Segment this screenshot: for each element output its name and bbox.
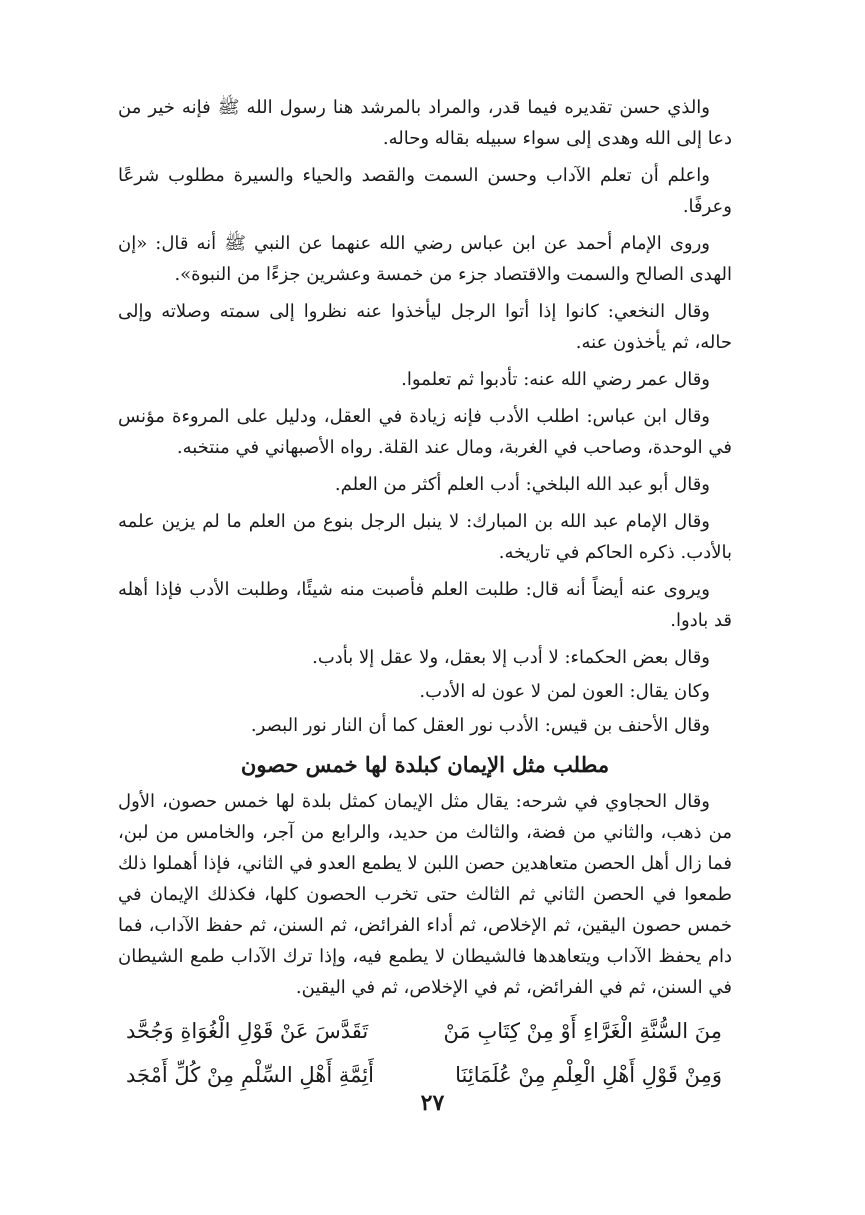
paragraph-ahnaf: وقال الأحنف بن قيس: الأدب نور العقل كما أن النار نور البصر. bbox=[250, 715, 710, 736]
section-title: مطلب مثل الإيمان كبلدة لها خمس حصون bbox=[240, 752, 610, 777]
paragraph-ibn-mubarak: وقال الإمام عبد الله بن المبارك: لا ينبل الرجل بنوع من العلم ما لم يزين علمه بالأدب. ذكره الحاكم في تاريخه. bbox=[118, 511, 732, 563]
poem-second-hemistich: تَقَدَّسَ عَنْ قَوْلِ الْغُوَاةِ وَجُحَّد bbox=[126, 1019, 369, 1043]
paragraph-hajjawi: وقال الحجاوي في شرحه: يقال مثل الإيمان كمثل بلدة لها خمس حصون، الأول من ذهب، والثاني من فضة، والثالث من حديد، والرابع من آجر، والخامس من لبن، فما زال أهل الحصن متعاهدين حصن اللبن لا يطمع العدو في الثاني، فإذا أهملوا ذلك طمعوا في الحصن الثاني ثم الثالث حتى تخرب الحصون كلها، فكذلك الإيمان في خمس حصون اليقين، ثم الإخلاص، ثم أداء الفرائض، ثم السنن، ثم حفظ الآداب، فما دام يحفظ الآداب ويتعاهدها فالشيطان لا يطمع فيه، وإذا ترك الآداب طمع الشيطان في السنن، ثم في الفرائض، ثم في الإخلاص، ثم في اليقين. bbox=[118, 791, 732, 998]
paragraph-ibn-mubarak-2: ويروى عنه أيضاً أنه قال: طلبت العلم فأصبت منه شيئًا، وطلبت الأدب فإذا أهله قد بادوا. bbox=[118, 579, 732, 631]
page-number: ٢٧ bbox=[420, 1090, 445, 1116]
paragraph-ibn-abbas: وقال ابن عباس: اطلب الأدب فإنه زيادة في العقل، ودليل على المروءة مؤنس في الوحدة، وصاحب في الغربة، ومال عند القلة. رواه الأصبهاني في منتخبه. bbox=[118, 406, 732, 458]
poem-first-hemistich: وَمِنْ قَوْلِ أَهْلِ الْعِلْمِ مِنْ عُلَمَائِنَا bbox=[455, 1063, 722, 1087]
paragraph-hadith-ahmad: وروى الإمام أحمد عن ابن عباس رضي الله عنهما عن النبي ﷺ أنه قال: «إن الهدى الصالح والسمت والاقتصاد جزء من خمسة وعشرين جزءًا من النبوة». bbox=[118, 233, 732, 285]
paragraph-saying: وكان يقال: العون لمن لا عون له الأدب. bbox=[419, 681, 710, 702]
paragraph-learning-manners: واعلم أن تعلم الآداب وحسن السمت والقصد والحياء والسيرة مطلوب شرعًا وعرفًا. bbox=[118, 165, 732, 217]
paragraph-umar: وقال عمر رضي الله عنه: تأدبوا ثم تعلموا. bbox=[401, 369, 710, 390]
page-body bbox=[118, 92, 732, 1097]
poem-line bbox=[118, 1009, 732, 1053]
paragraph-wise-men: وقال بعض الحكماء: لا أدب إلا بعقل، ولا عقل إلا بأدب. bbox=[312, 647, 710, 668]
paragraph-balkhi: وقال أبو عبد الله البلخي: أدب العلم أكثر من العلم. bbox=[334, 474, 710, 495]
paragraph-nakhai: وقال النخعي: كانوا إذا أتوا الرجل ليأخذوا عنه نظروا إلى سمته وصلاته وإلى حاله، ثم يأخذون عنه. bbox=[118, 301, 732, 353]
poem bbox=[118, 1009, 732, 1097]
poem-second-hemistich: أَئِمَّةِ أَهْلِ السِّلْمِ مِنْ كُلِّ أَمْجَد bbox=[126, 1063, 374, 1087]
paragraph-intro: والذي حسن تقديره فيما قدر، والمراد بالمرشد هنا رسول الله ﷺ فإنه خير من دعا إلى الله وهدى إلى سواء سبيله بقاله وحاله. bbox=[118, 97, 732, 149]
poem-first-hemistich: مِنَ السُّنَّةِ الْغَرَّاءِ أَوْ مِنْ كِتَابِ مَنْ bbox=[443, 1019, 722, 1043]
